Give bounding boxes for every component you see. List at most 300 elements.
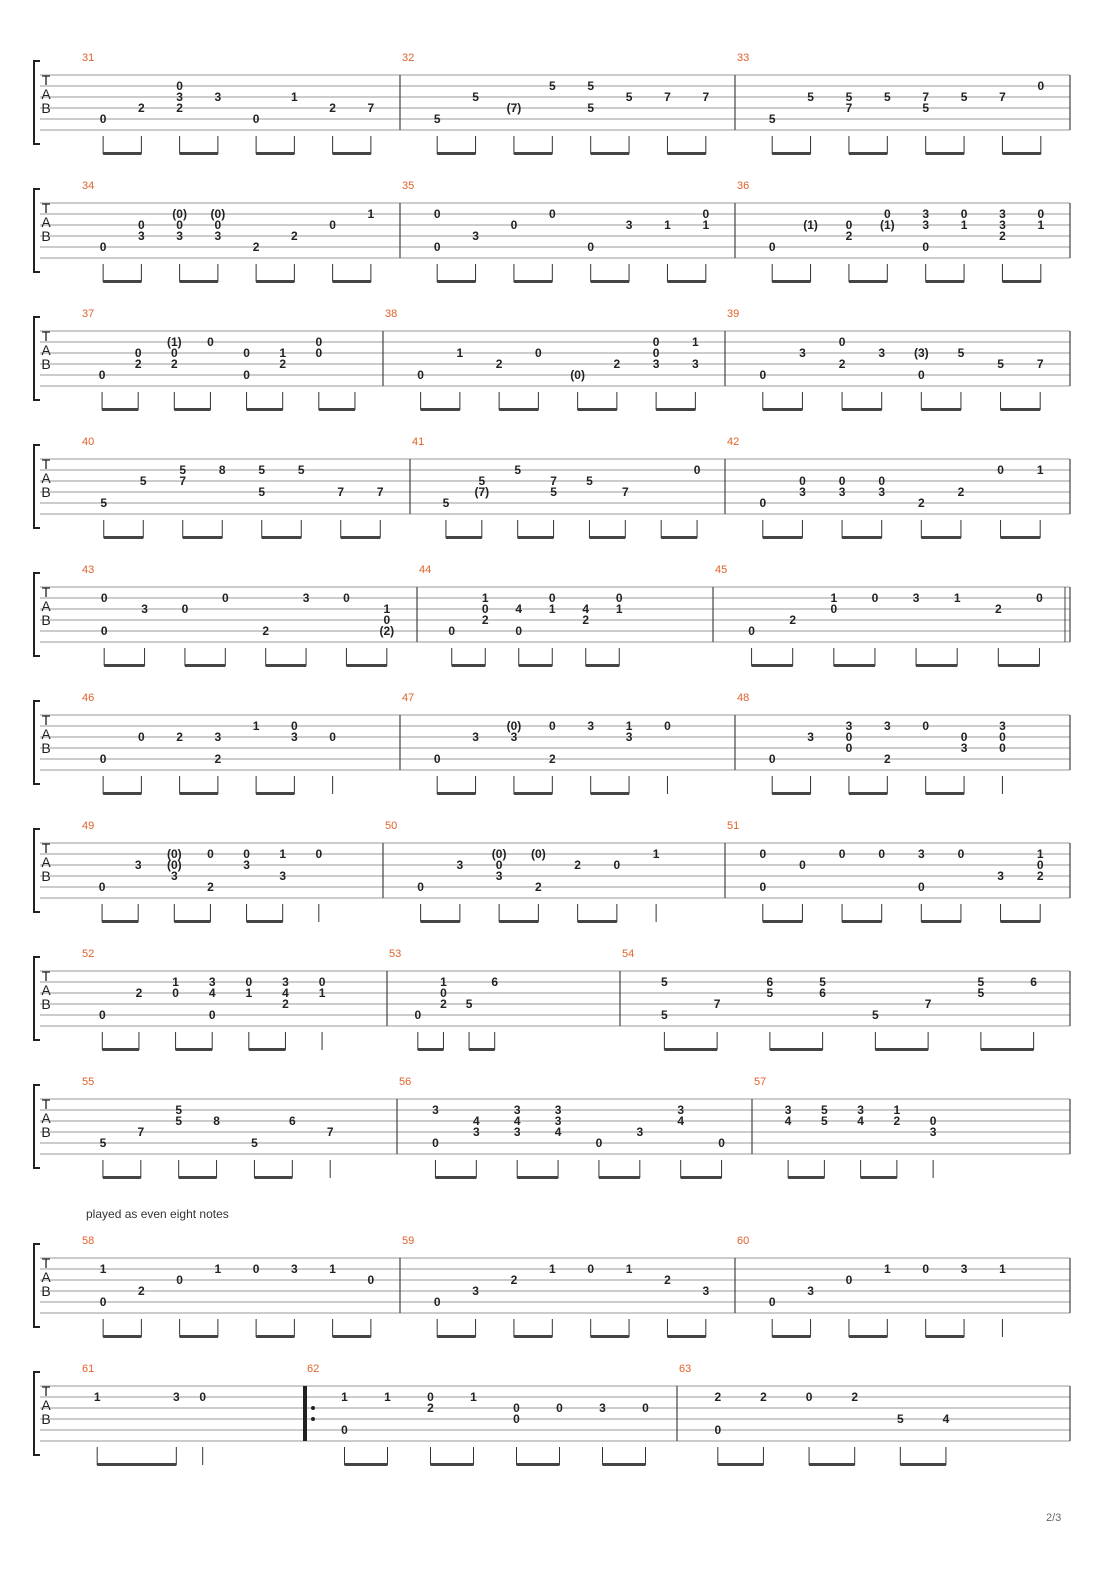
fret-number: 1: [953, 591, 961, 605]
fret-number: 5: [922, 101, 930, 115]
fret-number: 8: [213, 1114, 220, 1128]
fret-number: 0: [917, 880, 925, 894]
fret-number: 3: [291, 730, 298, 744]
fret-number: 0: [252, 112, 260, 126]
fret-number: 1: [99, 1262, 107, 1276]
fret-number: 0: [1037, 207, 1045, 221]
fret-number: 5: [821, 1114, 828, 1128]
fret-number: 5: [977, 975, 985, 989]
note-beam: [763, 920, 803, 923]
note-beam: [421, 920, 460, 923]
fret-number: 7: [137, 1125, 145, 1139]
note-beam: [589, 536, 625, 539]
fret-number: 5: [548, 79, 556, 93]
fret-number: 1: [893, 1103, 901, 1117]
note-beam: [849, 280, 887, 283]
fret-number: 0: [427, 1390, 434, 1404]
measure-number: 58: [82, 1235, 95, 1247]
note-beam: [499, 920, 538, 923]
tab-clef-letter: A: [41, 726, 51, 742]
fret-number: 3: [878, 485, 886, 499]
note-beam: [103, 1176, 141, 1179]
note-beam: [718, 1463, 764, 1466]
fret-number: 5: [807, 90, 814, 104]
measure-number: 46: [82, 692, 95, 704]
fret-number: 0: [838, 847, 846, 861]
measure-number: 62: [307, 1363, 320, 1375]
fret-number: 3: [214, 229, 222, 243]
fret-number: 0: [199, 1390, 207, 1404]
fret-number: 0: [291, 719, 298, 733]
repeat-barline: [303, 1386, 307, 1441]
measure-number: 54: [622, 948, 635, 960]
fret-number: 3: [513, 1125, 521, 1139]
note-beam: [176, 1048, 213, 1051]
fret-number: 3: [243, 858, 250, 872]
fret-number: 0: [917, 368, 925, 382]
fret-number: 2: [574, 858, 581, 872]
note-beam: [517, 1176, 558, 1179]
fret-number: 3: [279, 869, 287, 883]
note-beam: [256, 792, 294, 795]
fret-number: 4: [515, 602, 523, 616]
fret-number: 1: [830, 591, 838, 605]
fret-number: 2: [789, 613, 797, 627]
fret-number: 0: [515, 624, 523, 638]
fret-number: 0: [172, 986, 179, 1000]
fret-number: (1): [879, 218, 895, 232]
fret-number: 1: [702, 218, 710, 232]
fret-number: 0: [883, 207, 891, 221]
fret-number: 4: [282, 986, 289, 1000]
fret-number: (0): [172, 207, 187, 221]
note-beam: [104, 664, 144, 667]
note-beam: [514, 152, 552, 155]
fret-number: 5: [100, 496, 108, 510]
note-beam: [926, 152, 964, 155]
fret-number: 1: [329, 1262, 336, 1276]
fret-number: 6: [819, 986, 826, 1000]
note-beam: [661, 536, 697, 539]
fret-number: 3: [214, 730, 222, 744]
fret-number: 5: [433, 112, 441, 126]
fret-number: 0: [99, 1295, 107, 1309]
fret-number: 4: [208, 986, 216, 1000]
fret-number: 0: [243, 346, 250, 360]
note-beam: [256, 280, 294, 283]
note-beam: [319, 408, 355, 411]
fret-number: 5: [661, 1008, 668, 1022]
fret-number: 0: [960, 730, 968, 744]
tab-system: [34, 820, 1070, 923]
note-beam: [437, 280, 475, 283]
fret-number: (7): [474, 485, 490, 499]
fret-number: 0: [845, 1273, 853, 1287]
fret-number: 0: [414, 1008, 422, 1022]
note-beam: [772, 280, 810, 283]
fret-number: 3: [513, 1103, 521, 1117]
tab-system: [34, 564, 1070, 667]
fret-number: 3: [141, 602, 148, 616]
note-beam: [103, 280, 141, 283]
fret-number: 3: [784, 1103, 792, 1117]
fret-number: (0): [210, 207, 226, 221]
fret-number: 3: [291, 1262, 298, 1276]
fret-number: 2: [135, 986, 143, 1000]
note-beam: [763, 536, 803, 539]
fret-number: 2: [134, 357, 142, 371]
note-beam: [103, 1335, 141, 1338]
tab-clef-letter: A: [41, 1269, 51, 1285]
fret-number: 3: [432, 1103, 439, 1117]
fret-number: 3: [472, 1125, 480, 1139]
note-beam: [435, 1176, 476, 1179]
fret-number: 3: [472, 730, 479, 744]
fret-number: 5: [872, 1008, 879, 1022]
fret-number: 1: [456, 346, 464, 360]
note-beam: [849, 792, 887, 795]
fret-number: 2: [838, 357, 846, 371]
fret-number: 7: [924, 997, 932, 1011]
note-beam: [599, 1176, 640, 1179]
fret-number: 0: [383, 613, 391, 627]
fret-number: (0): [491, 847, 507, 861]
system-bracket: [34, 189, 40, 272]
fret-number: 2: [535, 880, 542, 894]
fret-number: 2: [994, 602, 1002, 616]
fret-number: 2: [613, 357, 621, 371]
fret-number: 5: [997, 357, 1004, 371]
note-beam: [809, 1463, 855, 1466]
fret-number: 2: [138, 1284, 145, 1298]
measure-number: 53: [389, 948, 402, 960]
fret-number: 0: [134, 346, 142, 360]
fret-number: 2: [760, 1390, 767, 1404]
fret-number: 0: [433, 207, 441, 221]
fret-number: 5: [465, 997, 473, 1011]
fret-number: 1: [548, 1262, 556, 1276]
note-beam: [346, 664, 386, 667]
note-beam: [926, 792, 964, 795]
fret-number: 0: [341, 1423, 348, 1437]
fret-number: 0: [99, 752, 107, 766]
note-beam: [431, 1463, 474, 1466]
fret-number: 3: [999, 719, 1006, 733]
fret-number: 0: [718, 1136, 725, 1150]
fret-number: 0: [548, 207, 556, 221]
fret-number: 0: [1036, 858, 1044, 872]
fret-number: 5: [251, 1136, 258, 1150]
note-beam: [103, 152, 141, 155]
note-beam: [667, 280, 705, 283]
measure-number: 39: [727, 308, 740, 320]
fret-number: 1: [625, 1262, 633, 1276]
fret-number: 3: [857, 1103, 864, 1117]
fret-number: 5: [478, 474, 486, 488]
tab-clef-letter: B: [41, 100, 51, 116]
note-beam: [788, 1176, 824, 1179]
measure-number: 60: [737, 1235, 750, 1247]
fret-number: 0: [615, 591, 623, 605]
fret-number: 3: [510, 730, 518, 744]
fret-number: 5: [587, 101, 595, 115]
system-bracket: [34, 701, 40, 784]
fret-number: 6: [766, 975, 774, 989]
measure-number: 51: [727, 820, 740, 832]
measure-number: 50: [385, 820, 398, 832]
note-beam: [256, 152, 294, 155]
fret-number: 2: [893, 1114, 901, 1128]
system-bracket: [34, 829, 40, 912]
measure-number: 36: [737, 180, 750, 192]
note-beam: [926, 280, 964, 283]
system-bracket: [34, 445, 40, 528]
fret-number: 5: [550, 485, 557, 499]
fret-number: 0: [845, 741, 853, 755]
tab-system: [34, 692, 1070, 795]
fret-number: 7: [621, 485, 629, 499]
fret-number: 1: [960, 218, 968, 232]
repeat-dot: [311, 1417, 315, 1421]
measure-number: 61: [82, 1363, 95, 1375]
tab-system: [34, 180, 1070, 283]
measure-number: 52: [82, 948, 95, 960]
fret-number: 0: [748, 624, 755, 638]
fret-number: 3: [929, 1125, 937, 1139]
note-beam: [1001, 408, 1041, 411]
fret-number: 0: [642, 1401, 649, 1415]
fret-number: 0: [652, 346, 660, 360]
tab-clef-letter: T: [41, 1096, 51, 1112]
measure-number: 34: [82, 180, 95, 192]
tab-system: [34, 52, 1070, 155]
fret-number: 0: [957, 847, 965, 861]
fret-number: 1: [615, 602, 623, 616]
fret-number: 2: [664, 1273, 671, 1287]
fret-number: 0: [207, 335, 214, 349]
fret-number: 5: [957, 346, 965, 360]
fret-number: (0): [166, 847, 182, 861]
fret-number: 0: [98, 368, 106, 382]
note-beam: [249, 1048, 286, 1051]
system-bracket: [34, 573, 40, 656]
fret-number: 1: [252, 719, 260, 733]
fret-number: 3: [960, 741, 968, 755]
fret-number: 0: [830, 602, 838, 616]
fret-number: 3: [960, 1262, 968, 1276]
fret-number: 5: [896, 1412, 904, 1426]
fret-number: 1: [1036, 847, 1044, 861]
fret-number: 1: [440, 975, 447, 989]
fret-number: 5: [766, 986, 774, 1000]
fret-number: (1): [166, 335, 182, 349]
fret-number: 0: [587, 240, 595, 254]
fret-number: 4: [784, 1114, 792, 1128]
measure-number: 45: [715, 564, 728, 576]
fret-number: 3: [472, 229, 479, 243]
fret-number: 0: [343, 591, 350, 605]
fret-number: 3: [807, 730, 814, 744]
note-beam: [102, 1048, 139, 1051]
fret-number: 1: [470, 1390, 477, 1404]
fret-number: 3: [799, 485, 806, 499]
fret-number: 4: [513, 1114, 521, 1128]
fret-number: 0: [433, 752, 441, 766]
fret-number: 0: [805, 1390, 813, 1404]
measure-number: 31: [82, 52, 95, 64]
fret-number: 0: [845, 730, 853, 744]
fret-number: 0: [845, 218, 853, 232]
fret-number: 0: [513, 1401, 520, 1415]
note-beam: [180, 792, 218, 795]
fret-number: 2: [714, 1390, 722, 1404]
fret-number: 0: [714, 1423, 722, 1437]
fret-number: 0: [432, 1136, 439, 1150]
fret-number: 5: [960, 90, 968, 104]
tab-clef-letter: B: [41, 740, 51, 756]
tab-clef-letter: B: [41, 228, 51, 244]
note-beam: [518, 536, 554, 539]
fret-number: 0: [243, 368, 250, 382]
fret-number: 2: [440, 997, 447, 1011]
fret-number: 0: [556, 1401, 563, 1415]
fret-number: 1: [318, 986, 326, 1000]
fret-number: 5: [768, 112, 776, 126]
note-beam: [514, 792, 552, 795]
note-beam: [667, 152, 705, 155]
fret-number: 5: [175, 1114, 183, 1128]
tab-clef-letter: A: [41, 470, 51, 486]
note-beam: [437, 152, 475, 155]
fret-number: 3: [799, 346, 806, 360]
fret-number: 4: [582, 602, 590, 616]
fret-number: 5: [139, 474, 147, 488]
fret-number: 5: [661, 975, 668, 989]
fret-number: 2: [214, 752, 222, 766]
fret-number: 7: [367, 101, 375, 115]
fret-number: 5: [625, 90, 633, 104]
fret-number: 5: [586, 474, 593, 488]
note-beam: [469, 1048, 495, 1051]
fret-number: 2: [510, 1273, 518, 1287]
measure-number: 42: [727, 436, 740, 448]
note-beam: [586, 664, 620, 667]
fret-number: 3: [922, 218, 930, 232]
fret-number: 5: [258, 463, 266, 477]
tab-clef-letter: T: [41, 840, 51, 856]
fret-number: 2: [957, 485, 965, 499]
fret-number: 3: [214, 90, 222, 104]
fret-number: 2: [1036, 869, 1044, 883]
fret-number: 7: [326, 1125, 334, 1139]
fret-number: 3: [636, 1125, 644, 1139]
fret-number: 0: [170, 346, 178, 360]
fret-number: 3: [999, 218, 1006, 232]
fret-number: 0: [98, 1008, 106, 1022]
fret-number: 3: [625, 218, 633, 232]
tab-system: [34, 308, 1070, 411]
fret-number: 1: [1036, 463, 1044, 477]
fret-number: (2): [379, 624, 395, 638]
note-beam: [183, 536, 223, 539]
note-beam: [180, 1335, 218, 1338]
fret-number: 3: [625, 730, 633, 744]
fret-number: 3: [912, 591, 920, 605]
measure-number: 37: [82, 308, 95, 320]
fret-number: (7): [506, 101, 522, 115]
note-beam: [842, 920, 882, 923]
fret-number: 0: [252, 1262, 260, 1276]
note-beam: [256, 1335, 294, 1338]
tab-clef-letter: A: [41, 854, 51, 870]
fret-number: 2: [252, 240, 260, 254]
fret-number: 0: [481, 602, 489, 616]
fret-number: 0: [448, 624, 456, 638]
fret-number: 2: [329, 101, 336, 115]
fret-number: 2: [582, 613, 590, 627]
fret-number: 1: [692, 335, 699, 349]
note-beam: [591, 152, 629, 155]
fret-number: 2: [851, 1390, 859, 1404]
tab-clef-letter: T: [41, 72, 51, 88]
fret-number: 0: [702, 207, 710, 221]
fret-number: 2: [481, 613, 489, 627]
system-bracket: [34, 1085, 40, 1168]
measure-number: 49: [82, 820, 95, 832]
measure-number: 43: [82, 564, 95, 576]
fret-number: 3: [587, 719, 595, 733]
note-beam: [437, 1335, 475, 1338]
fret-number: 6: [491, 975, 499, 989]
tab-clef-letter: T: [41, 200, 51, 216]
fret-number: 4: [857, 1114, 864, 1128]
fret-number: 3: [702, 1284, 710, 1298]
note-beam: [254, 1176, 292, 1179]
fret-number: 1: [291, 90, 298, 104]
note-beam: [446, 536, 482, 539]
fret-number: 0: [99, 240, 107, 254]
fret-number: 7: [179, 474, 187, 488]
note-beam: [519, 664, 553, 667]
fret-number: 2: [176, 101, 183, 115]
fret-number: 0: [799, 474, 806, 488]
fret-number: 0: [999, 730, 1006, 744]
fret-number: 0: [548, 719, 556, 733]
fret-number: 7: [664, 90, 671, 104]
fret-number: 3: [845, 719, 853, 733]
note-beam: [247, 920, 283, 923]
fret-number: 7: [1036, 357, 1044, 371]
fret-number: 3: [807, 1284, 814, 1298]
fret-number: 0: [207, 847, 214, 861]
note-beam: [834, 664, 875, 667]
note-beam: [861, 1176, 897, 1179]
tab-system: [34, 948, 1070, 1051]
measure-number: 40: [82, 436, 95, 448]
fret-number: 0: [960, 207, 968, 221]
fret-number: 0: [535, 346, 542, 360]
note-beam: [174, 408, 210, 411]
tab-clef-letter: A: [41, 86, 51, 102]
fret-number: 0: [367, 1273, 375, 1287]
fret-number: 3: [495, 869, 503, 883]
note-beam: [180, 152, 218, 155]
fret-number: 0: [181, 602, 189, 616]
fret-number: 0: [922, 1262, 930, 1276]
measure-number: 33: [737, 52, 750, 64]
fret-number: 3: [922, 207, 930, 221]
fret-number: 1: [214, 1262, 222, 1276]
